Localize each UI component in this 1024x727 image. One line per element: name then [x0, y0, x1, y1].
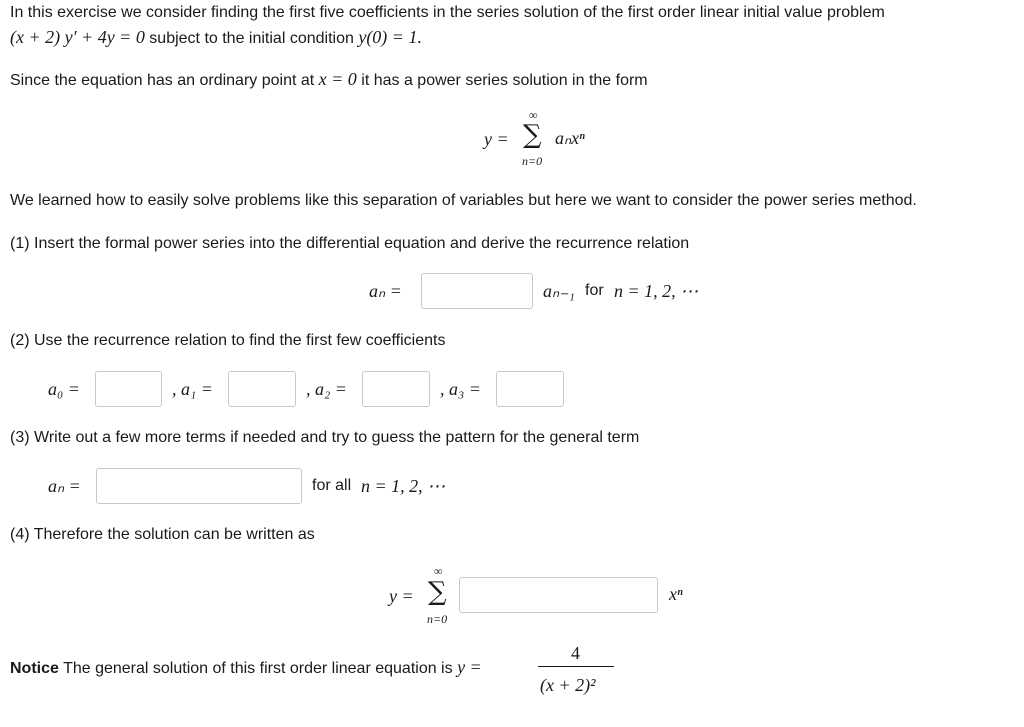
- step2-instruction: [10, 331, 445, 351]
- step4-instruction: [10, 525, 315, 545]
- step1-text: (1) Insert the formal power series into the differential equation and derive the recurrence relation: [10, 235, 690, 252]
- notice-text: The general solution of this first order linear equation is: [63, 660, 453, 677]
- intro-line-2: [10, 27, 422, 49]
- ordinary-point-x: x = 0: [318, 69, 357, 89]
- step1-prev-coef: aₙ₋₁: [543, 281, 575, 301]
- step3-range: n = 1, 2, ⋯: [361, 476, 446, 496]
- ordinary-point-line: [10, 69, 648, 91]
- step1-range: n = 1, 2, ⋯: [614, 281, 699, 301]
- sum-lower-limit: n=0: [522, 154, 543, 168]
- step3-for-all-text: for all: [312, 477, 352, 494]
- notice-label: Notice: [10, 660, 59, 677]
- a0-input[interactable]: [95, 371, 162, 407]
- step3-instruction: [10, 428, 639, 448]
- step2-text: (2) Use the recurrence relation to find the first few coefficients: [10, 332, 446, 349]
- solution-sum-lower: n=0: [427, 612, 448, 626]
- a0-label: a₀ =: [48, 379, 80, 399]
- sigma-icon: ∑: [523, 120, 542, 150]
- fraction-bar: [538, 666, 614, 667]
- subject-text: subject to the initial condition: [149, 30, 354, 47]
- ordinary-point-text: Since the equation has an ordinary point at: [10, 72, 315, 89]
- separation-note: [10, 191, 917, 211]
- a3-label: , a₃ =: [440, 379, 481, 399]
- a2-label: , a₂ =: [306, 379, 347, 399]
- solution-lhs: y =: [389, 586, 414, 606]
- a1-label: , a₁ =: [172, 379, 213, 399]
- fraction-denominator: (x + 2)²: [540, 675, 596, 695]
- series-term: aₙxⁿ: [555, 128, 585, 148]
- solution-power-term: xⁿ: [669, 584, 683, 604]
- sum-upper-limit: ∞: [529, 108, 538, 122]
- solution-sigma-icon: ∑: [428, 577, 447, 607]
- step1-instruction: [10, 234, 689, 254]
- series-coefficient-input[interactable]: [459, 577, 658, 613]
- step1-for-text: for: [585, 282, 604, 299]
- step4-text: (4) Therefore the solution can be written as: [10, 526, 315, 543]
- ordinary-point-text-after: it has a power series solution in the form: [361, 72, 648, 89]
- series-lhs: y =: [484, 129, 509, 149]
- ode-equation: (x + 2) y′ + 4y = 0: [10, 27, 145, 47]
- general-term-input[interactable]: [96, 468, 302, 504]
- step3-lhs: aₙ =: [48, 476, 81, 496]
- a1-input[interactable]: [228, 371, 296, 407]
- initial-condition: y(0) = 1.: [358, 27, 422, 47]
- notice-lhs: y =: [457, 657, 482, 677]
- solution-sum-upper: ∞: [434, 564, 443, 578]
- intro-text: In this exercise we consider finding the first five coefficients in the series solution of the first order linear initial value problem: [10, 4, 885, 21]
- step1-lhs: aₙ =: [369, 281, 402, 301]
- recurrence-coefficient-input[interactable]: [421, 273, 533, 309]
- intro-line-1: [10, 3, 885, 23]
- fraction-numerator: 4: [571, 643, 580, 663]
- notice-line: [10, 657, 482, 679]
- separation-note-text: We learned how to easily solve problems like this separation of variables but here we want to consider the power series method.: [10, 192, 917, 209]
- a2-input[interactable]: [362, 371, 430, 407]
- step3-text: (3) Write out a few more terms if needed and try to guess the pattern for the general term: [10, 429, 640, 446]
- a3-input[interactable]: [496, 371, 564, 407]
